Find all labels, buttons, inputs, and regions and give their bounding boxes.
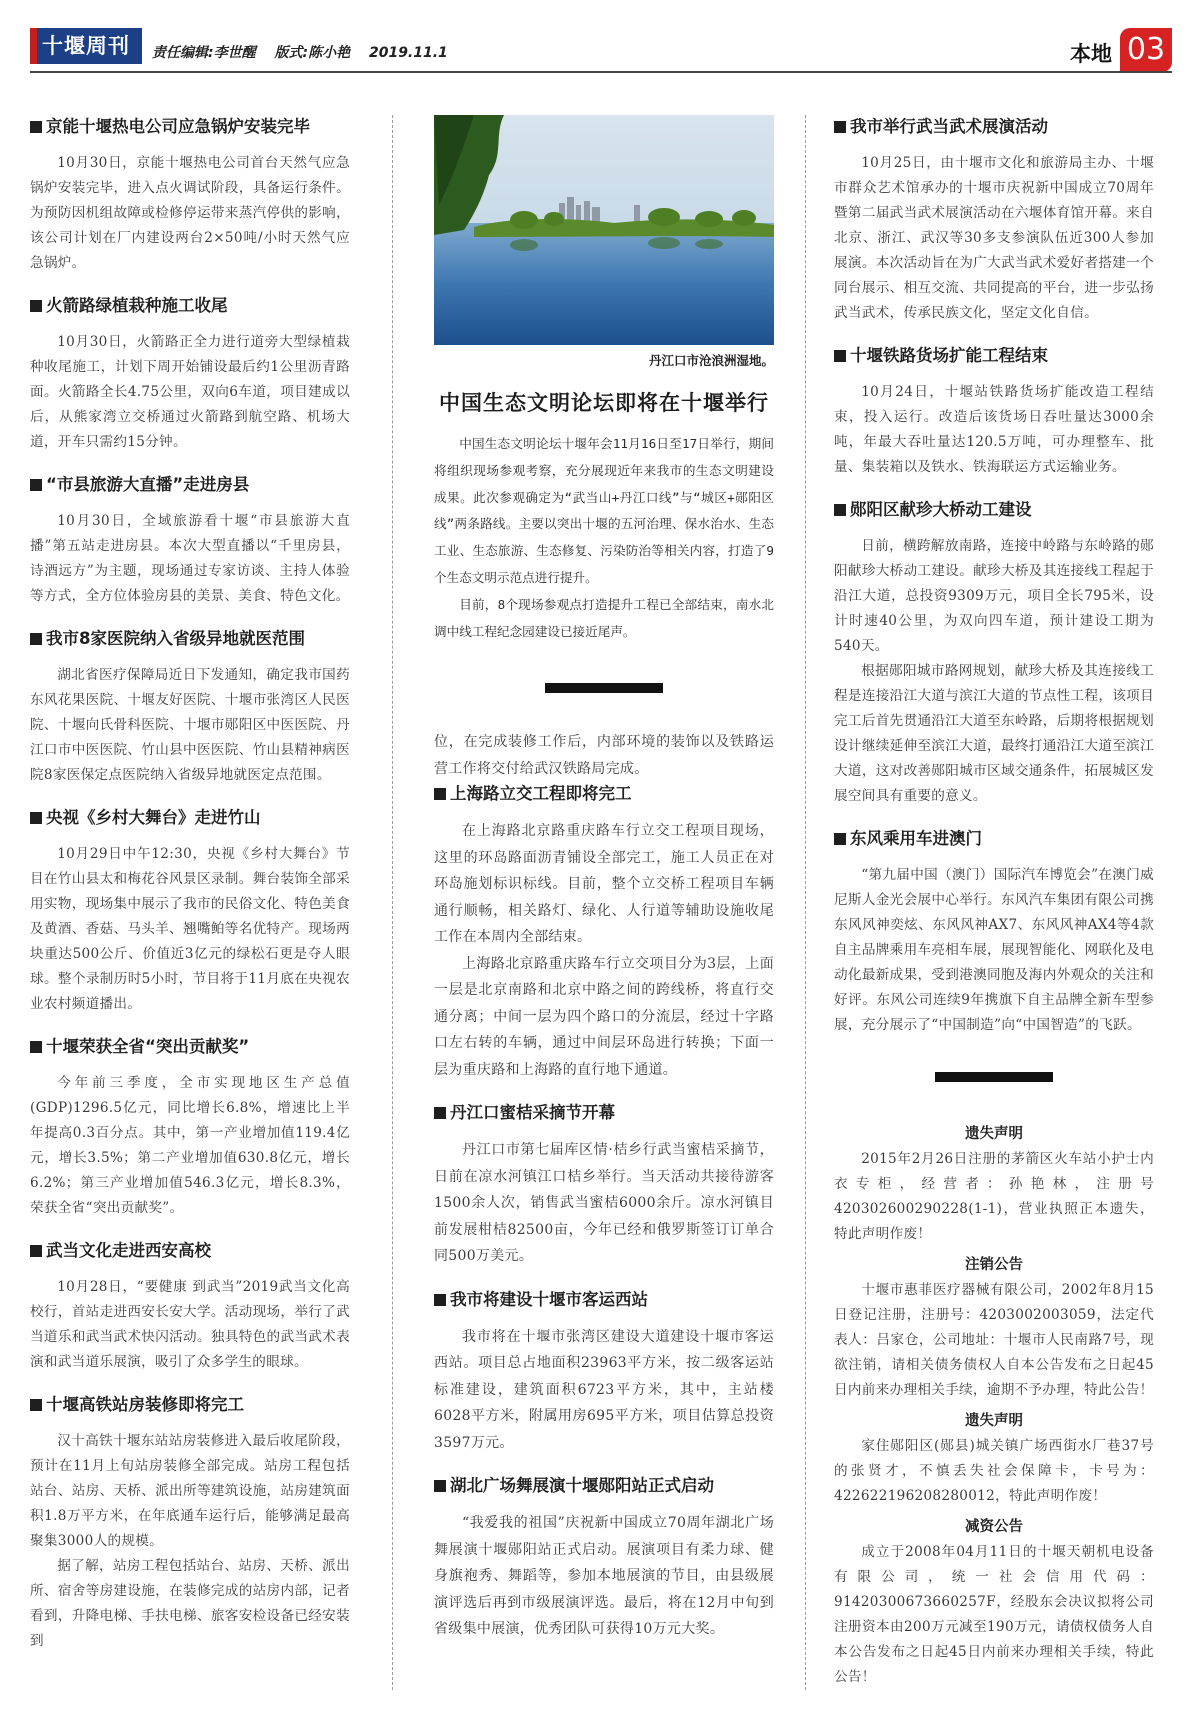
article-paragraph: 10月30日，京能十堰热电公司首台天然气应急锅炉安装完毕，进入点火调试阶段，具备运行条件。为预防因机组故障或检修停运带来蒸汽停供的影响，该公司计划在厂内建设两台2×50吨/小时天然气应急锅炉。	[30, 155, 350, 271]
article-paragraph: 日前，横跨解放南路，连接中岭路与东岭路的郧阳献珍大桥动工建设。献珍大桥及其连接线工程起于沿江大道，总投资9309万元，项目全长795米，设计时速40公里，为双向四车道，预计建设工期为540天。	[834, 538, 1154, 654]
article-paragraph: “第九届中国（澳门）国际汽车博览会”在澳门威尼斯人金光会展中心举行。东风汽车集团有限公司携东风风神奕炫、东风风神AX7、东风风神AX4等4款自主品牌乘用车亮相车展，展现智能化、网联化及电动化最新成果，受到港澳同胞及海内外观众的关注和好评。东风公司连续9年携旗下自主品牌全新车型参展，充分展示了“中国制造”向“中国智造”的飞跃。	[834, 867, 1154, 1033]
notice-text: 家住郧阳区(郧县)城关镇广场西街水厂巷37号的张贤才，不慎丢失社会保障卡，卡号为：422622196208280012，特此声明作废！	[834, 1438, 1154, 1504]
article	[30, 1239, 350, 1375]
notice-title: 注销公告	[965, 1257, 1023, 1273]
article-paragraph: 我市将在十堰市张湾区建设大道建设十堰市客运西站。项目总占地面积23963平方米，按二级客运站标准建设，建筑面积6723平方米，其中，主站楼6028平方米，附属用房695平方米，项目估算总投资3597万元。	[434, 1328, 774, 1451]
article	[834, 827, 1154, 1038]
article	[30, 473, 350, 609]
article	[30, 294, 350, 455]
article	[30, 627, 350, 788]
article-headline: “市县旅游大直播”走进房县	[30, 473, 350, 497]
article-headline: 武当文化走进西安高校	[30, 1239, 350, 1263]
article-headline: 郧阳区献珍大桥动工建设	[834, 498, 1154, 522]
notice-text: 2015年2月26日注册的茅箭区火车站小护士内衣专柜，经营者：孙艳林，注册号420302600290228(1-1)，营业执照正本遗失，特此声明作废！	[834, 1151, 1154, 1242]
article	[434, 1474, 774, 1643]
article-headline: 我市将建设十堰市客运西站	[434, 1288, 774, 1312]
photo-caption: 丹江口市沧浪洲湿地。	[648, 353, 774, 368]
article-paragraph: 据了解，站房工程包括站台、站房、天桥、派出所、宿舍等房建设施，在装修完成的站房内部，记者看到，升降电梯、手扶电梯、旅客安检设备已经安装到	[30, 1558, 350, 1649]
article-paragraph: 上海路北京路重庆路车行立交项目分为3层，上面一层是北京南路和北京中路之间的跨线桥，将直行交通分离；中间一层为四个路口的分流层，经过十字路口左右转的车辆，通过中间层环岛进行转换；下面一层为重庆路和上海路的直行地下通道。	[434, 955, 774, 1078]
article-headline: 我市举行武当武术展演活动	[834, 115, 1154, 139]
editor-info	[152, 42, 462, 62]
article-headline: 十堰高铁站房装修即将完工	[30, 1393, 350, 1417]
notice-title: 减资公告	[965, 1519, 1023, 1535]
editor-name: 责任编辑:李世醒	[152, 45, 256, 61]
newspaper-logo	[30, 28, 142, 64]
notice-title: 遗失声明	[965, 1413, 1023, 1429]
article-paragraph: 今年前三季度，全市实现地区生产总值(GDP)1296.5亿元，同比增长6.8%，增速比上半年提高0.3百分点。其中，第一产业增加值119.4亿元，增长3.5%；第二产业增加值630.8亿元，增长6.2%；第三产业增加值546.3亿元，增长8.3%，荣获全省“突出贡献奖”。	[30, 1075, 350, 1216]
article	[30, 1393, 350, 1654]
article-paragraph: 汉十高铁十堰东站站房装修进入最后收尾阶段，预计在11月上旬站房装修全部完成。站房工程包括站台、站房、天桥、派出所等建筑设施，站房建筑面积1.8万平方米，在年底通车运行后，能够满足最高聚集3000人的规模。	[30, 1433, 350, 1549]
article-headline: 京能十堰热电公司应急锅炉安装完毕	[30, 115, 350, 139]
page-number: 03	[1120, 28, 1172, 72]
article	[434, 782, 774, 1083]
article-paragraph: 10月25日，由十堰市文化和旅游局主办、十堰市群众艺术馆承办的十堰市庆祝新中国成立70周年暨第二届武当武术展演活动在六堰体育馆开幕。来自北京、浙江、武汉等30多支参演队伍近300人参加展演。本次活动旨在为广大武当武术爱好者搭建一个同台展示、相互交流、共同提高的平台，进一步弘扬武当武术，传承民族文化，坚定文化自信。	[834, 155, 1154, 321]
section-separator	[935, 1072, 1053, 1082]
article-paragraph: 10月29日中午12:30，央视《乡村大舞台》节目在竹山县太和梅花谷风景区录制。舞台装饰全部采用实物，现场集中展示了我市的民俗文化、特色美食及黄酒、香菇、马头羊、翘嘴鲌等名优特产。现场两块重达500公斤、价值近3亿元的绿松石更是夺人眼球。整个录制历时5小时，节目将于11月底在央视农业农村频道播出。	[30, 846, 350, 1012]
section-name: 本地	[1070, 42, 1112, 66]
logo-accent-strip	[30, 28, 37, 64]
article-paragraph: 10月28日，“要健康 到武当”2019武当文化高校行，首站走进西安长安大学。活动现场，举行了武当道乐和武当武术快闪活动。独具特色的武当武术表演和武当道乐展演，吸引了众多学生的眼球。	[30, 1279, 350, 1370]
feature-headline: 中国生态文明论坛即将在十堰举行	[439, 390, 769, 415]
masthead	[30, 28, 1172, 70]
article	[30, 115, 350, 276]
column-left	[30, 115, 350, 1672]
article	[834, 344, 1154, 480]
article-paragraph: 在上海路北京路重庆路车行立交工程项目现场，这里的环岛路面沥青铺设全部完工，施工人员正在对环岛施划标识标线。目前，整个立交桥工程项目车辆通行顺畅，相关路灯、绿化、人行道等辅助设施收尾工作在本周内全部结束。	[434, 823, 774, 946]
article-headline: 丹江口蜜桔采摘节开幕	[434, 1101, 774, 1125]
article-headline: 火箭路绿植栽种施工收尾	[30, 294, 350, 318]
article	[434, 1288, 774, 1457]
header-rule	[30, 71, 1172, 73]
layout-editor: 版式:陈小艳	[274, 45, 351, 61]
section-separator	[545, 683, 663, 693]
column-center	[434, 115, 774, 1661]
article-headline: 我市8家医院纳入省级异地就医范围	[30, 627, 350, 651]
notice-title: 遗失声明	[965, 1126, 1023, 1142]
article-paragraph: 根据郧阳城市路网规划，献珍大桥及其连接线工程是连接沿江大道与滨江大道的节点性工程，该项目完工后首先贯通沿江大道至东岭路，后期将根据规划设计继续延伸至滨江大道，最终打通沿江大道至滨江大道，这对改善郧阳城市区域交通条件，拓展城区发展空间具有重要的意义。	[834, 663, 1154, 804]
article-headline: 上海路立交工程即将完工	[434, 782, 774, 806]
notice-text: 成立于2008年04月11日的十堰天朝机电设备有限公司，统一社会信用代码：91420300673660257F，经股东会决议拟将公司注册资本由200万元减至190万元，请债权债务人自本公告发布之日起45日内前来办理相关手续，特此公告！	[834, 1544, 1154, 1685]
feature-paragraph: 目前，8个现场参观点打造提升工程已全部结束，南水北调中线工程纪念园建设已接近尾声。	[434, 596, 774, 639]
logo-text: 十堰周刊	[42, 34, 130, 58]
notice-text: 十堰市惠菲医疗器械有限公司，2002年8月15日登记注册，注册号：4203002003059，法定代表人：吕家仓，公司地址：十堰市人民南路7号，现欲注销，请相关债务债权人自本公告发布之日起45日内前来办理相关手续，逾期不予办理，特此公告！	[834, 1282, 1154, 1398]
article-paragraph: 10月30日，全域旅游看十堰“市县旅游大直播”第五站走进房县。本次大型直播以“千里房县，诗酒远方”为主题，现场通过专家访谈、主持人体验等方式，全方位体验房县的美景、美食、特色文化。	[30, 513, 350, 604]
article	[30, 1035, 350, 1221]
article	[434, 1101, 774, 1270]
notices-section	[834, 1122, 1154, 1690]
article-headline: 湖北广场舞展演十堰郧阳站正式启动	[434, 1474, 774, 1498]
feature-paragraph: 中国生态文明论坛十堰年会11月16日至17日举行，期间将组织现场参观考察，充分展现近年来我市的生态文明建设成果。此次参观确定为“武当山+丹江口线”与“城区+郧阳区线”两条路线。主要以突出十堰的五河治理、保水治水、生态工业、生态旅游、生态修复、污染防治等相关内容，打造了9个生态文明示范点进行提升。	[434, 436, 774, 585]
continued-paragraph: 位，在完成装修工作后，内部环境的装饰以及铁路运营工作将交付给武汉铁路局完成。	[434, 734, 774, 777]
article-paragraph: 湖北省医疗保障局近日下发通知，确定我市国药东风花果医院、十堰友好医院、十堰市张湾区人民医院、十堰向氏骨科医院、十堰市郧阳区中医医院、丹江口市中医医院、竹山县中医医院、竹山县精神病医院8家医保定点医院纳入省级异地就医定点范围。	[30, 667, 350, 783]
wetland-photo	[434, 115, 774, 345]
article	[834, 498, 1154, 809]
article-paragraph: “我爱我的祖国”庆祝新中国成立70周年湖北广场舞展演十堰郧阳站正式启动。展演项目有柔力球、健身旗袍秀、舞蹈等，参加本地展演的节目，由县级展演评选后再到市级展演评选。最后，将在12月中旬到省级集中展演，优秀团队可获得10万元大奖。	[434, 1515, 774, 1638]
article-headline: 央视《乡村大舞台》走进竹山	[30, 806, 350, 830]
article-paragraph: 10月24日，十堰站铁路货场扩能改造工程结束，投入运行。改造后该货场日吞吐量达3000余吨，年最大吞吐量达120.5万吨，可办理整车、批量、集装箱以及铁水、铁海联运方式运输业务。	[834, 384, 1154, 475]
article-headline: 十堰荣获全省“突出贡献奖”	[30, 1035, 350, 1059]
issue-date: 2019.11.1	[368, 45, 448, 61]
article	[834, 115, 1154, 326]
article-paragraph: 丹江口市第七届库区情·桔乡行武当蜜桔采摘节，日前在凉水河镇江口桔乡举行。当天活动共接待游客1500余人次，销售武当蜜桔6000余斤。凉水河镇目前发展柑桔82500亩，今年已经和俄罗斯签订订单合同500万美元。	[434, 1142, 774, 1265]
article	[30, 806, 350, 1017]
feature-story	[434, 115, 774, 645]
article-paragraph: 10月30日，火箭路正全力进行道旁大型绿植栽种收尾施工，计划下周开始铺设最后约1公里沥青路面。火箭路全长4.75公里，双向6车道，项目建成以后，从熊家湾立交桥通过火箭路到航空路、机场大道，开车只需约15分钟。	[30, 334, 350, 450]
column-divider	[805, 115, 806, 1690]
column-divider	[392, 115, 393, 1690]
column-right	[834, 115, 1154, 1690]
article-headline: 十堰铁路货场扩能工程结束	[834, 344, 1154, 368]
article-headline: 东风乘用车进澳门	[834, 827, 1154, 851]
